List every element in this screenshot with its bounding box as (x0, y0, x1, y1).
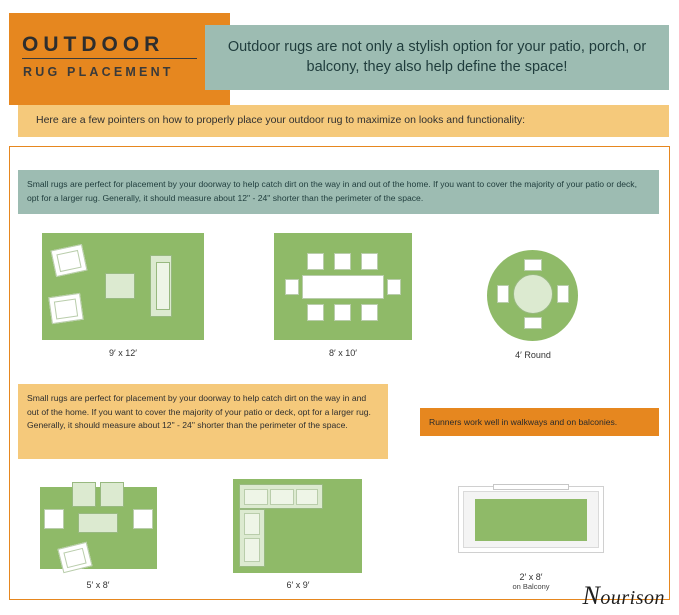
side-chair-5x8-right (133, 509, 153, 529)
caption-6x9 (218, 580, 378, 590)
dining-chair-bottom-3 (361, 304, 378, 321)
caption-4-round (453, 350, 613, 360)
dining-chair-top-3 (361, 253, 378, 270)
caption-8x10 (263, 348, 423, 358)
caption-4-round-text: 4′ Round (515, 350, 551, 360)
title-divider (22, 58, 197, 59)
coffee-table-5x8 (78, 513, 118, 533)
coffee-table (105, 273, 135, 299)
dining-chair-bottom-2 (334, 304, 351, 321)
subhead-block (18, 105, 669, 137)
info-band-amber (18, 384, 388, 459)
sectional-cushion-3 (296, 489, 318, 505)
subhead-text: Here are a few pointers on how to properly place your outdoor rug to maximize on looks and functionality: (36, 114, 526, 126)
dining-chair-top-2 (334, 253, 351, 270)
info-band-orange (420, 408, 659, 436)
brand-logo-text: ourison (600, 587, 665, 609)
balcony-rail (493, 484, 569, 490)
caption-2x8-text: 2′ x 8′ (519, 572, 543, 582)
headline-text: Outdoor rugs are not only a stylish option for your patio, porch, or balcony, they also help define the space! (227, 39, 647, 75)
caption-8x10-text: 8′ x 10′ (329, 348, 357, 358)
sofa-5x8-left (72, 482, 96, 507)
dining-table (302, 275, 384, 299)
rug-2x8-runner (475, 499, 587, 541)
brand-logo-initial: N (582, 581, 601, 610)
caption-9x12-text: 9′ x 12′ (109, 348, 137, 358)
sectional-cushion-2 (270, 489, 294, 505)
caption-9x12 (43, 348, 203, 358)
dining-chair-bottom-1 (307, 304, 324, 321)
info-band-amber-text: Small rugs are perfect for placement by your doorway to help catch dirt on the way in and out of the home. If you want to cover the majority of your patio or deck, opt for a larger rug. Generally, it should measure about 12" - 24" shorter than the perimeter of the space. (27, 393, 371, 430)
dining-chair-top-1 (307, 253, 324, 270)
caption-6x9-text: 6′ x 9′ (286, 580, 310, 590)
round-chair-bottom (524, 317, 542, 329)
page-subtitle: RUG PLACEMENT (23, 65, 174, 79)
sectional-cushion-5 (244, 538, 260, 562)
info-band-teal-text: Small rugs are perfect for placement by your doorway to help catch dirt on the way in and out of the home. If you want to cover the majority of your patio or deck, opt for a larger rug. Generally, it should measure about 12" - 24" shorter than the perimeter of the space. (27, 179, 637, 203)
caption-5x8 (18, 580, 178, 590)
round-chair-left (497, 285, 509, 303)
brand-logo (583, 581, 665, 611)
title-block (9, 13, 230, 105)
side-chair-5x8-left (44, 509, 64, 529)
dining-chair-right (387, 279, 401, 295)
caption-5x8-text: 5′ x 8′ (86, 580, 110, 590)
round-chair-top (524, 259, 542, 271)
dining-chair-left (285, 279, 299, 295)
sofa-5x8-right (100, 482, 124, 507)
round-table (513, 274, 553, 314)
round-chair-right (557, 285, 569, 303)
sectional-cushion-1 (244, 489, 268, 505)
page-title: OUTDOOR (22, 33, 165, 56)
armchair-2-seat (54, 299, 78, 320)
info-band-orange-text: Runners work well in walkways and on balconies. (429, 417, 618, 427)
info-band-teal (18, 170, 659, 214)
headline-block (205, 25, 669, 90)
sofa-cushions (156, 262, 170, 310)
caption-2x8-sub: on Balcony (512, 582, 550, 591)
sectional-cushion-4 (244, 513, 260, 535)
